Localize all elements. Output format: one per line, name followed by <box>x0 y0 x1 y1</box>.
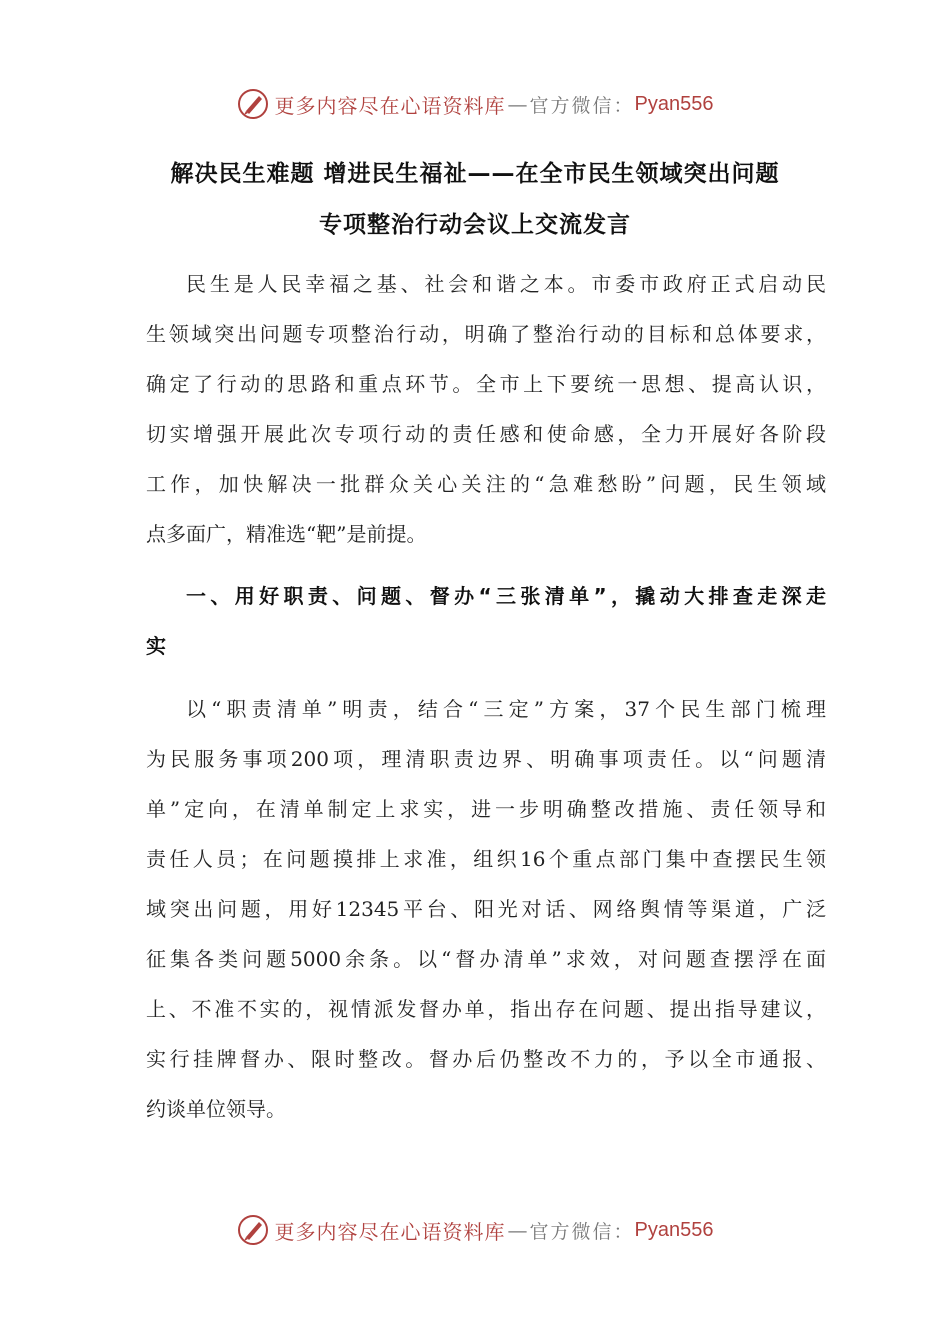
pen-logo-icon <box>237 88 269 120</box>
section-body-line: 约谈单位领导。 <box>146 1097 286 1121</box>
section-body-line: 域突出问题，用好12345平台、阳光对话、网络舆情等渠道，广泛 <box>146 897 826 921</box>
intro-line: 工作，加快解决一批群众关心关注的“急难愁盼”问题，民生领域 <box>146 472 826 496</box>
banner-dash: — <box>507 92 528 116</box>
section-body-line: 实行挂牌督办、限时整改。督办后仍整改不力的，予以全市通报、 <box>146 1047 826 1071</box>
banner-dash: — <box>507 1218 528 1242</box>
banner-official-label: 官方微信： <box>529 1220 635 1243</box>
section-body-line: 单”定向，在清单制定上求实，进一步明确整改措施、责任领导和 <box>146 797 826 821</box>
banner-brand-text: 更多内容尽在心语资料库 <box>274 1219 506 1244</box>
document-title-line-2: 专项整治行动会议上交流发言 <box>319 212 631 238</box>
section-body-line: 上、不准不实的，视情派发督办单，指出存在问题、提出指导建议， <box>146 997 826 1021</box>
header-banner <box>0 84 950 124</box>
section-heading-line: 实 <box>146 634 166 658</box>
intro-line: 生领域突出问题专项整治行动，明确了整治行动的目标和总体要求， <box>146 322 826 346</box>
banner-official-label: 官方微信： <box>529 94 635 117</box>
intro-line: 切实增强开展此次专项行动的责任感和使命感，全力开展好各阶段 <box>146 422 826 446</box>
section-heading-line: 一、用好职责、问题、督办“三张清单”，撬动大排查走深走 <box>186 584 826 608</box>
intro-line: 确定了行动的思路和重点环节。全市上下要统一思想、提高认识， <box>146 372 826 396</box>
section-body-line: 为民服务事项200项，理清职责边界、明确事项责任。以“问题清 <box>146 747 826 771</box>
section-body-line: 责任人员；在问题摸排上求准，组织16个重点部门集中查摆民生领 <box>146 847 826 871</box>
banner-wechat-id: Pyan556 <box>634 92 714 115</box>
section-body-line: 征集各类问题5000余条。以“督办清单”求效，对问题查摆浮在面 <box>146 947 826 971</box>
document-title-line-1: 解决民生难题 增进民生福祉——在全市民生领域突出问题 <box>170 161 780 187</box>
banner-brand-text: 更多内容尽在心语资料库 <box>274 93 506 118</box>
section-body-line: 以“职责清单”明责，结合“三定”方案，37个民生部门梳理 <box>186 697 826 721</box>
pen-logo-icon <box>237 1214 269 1246</box>
intro-line: 点多面广，精准选“靶”是前提。 <box>146 522 427 546</box>
intro-line: 民生是人民幸福之基、社会和谐之本。市委市政府正式启动民 <box>186 272 826 296</box>
footer-banner <box>0 1210 950 1250</box>
banner-wechat-id: Pyan556 <box>634 1218 714 1241</box>
